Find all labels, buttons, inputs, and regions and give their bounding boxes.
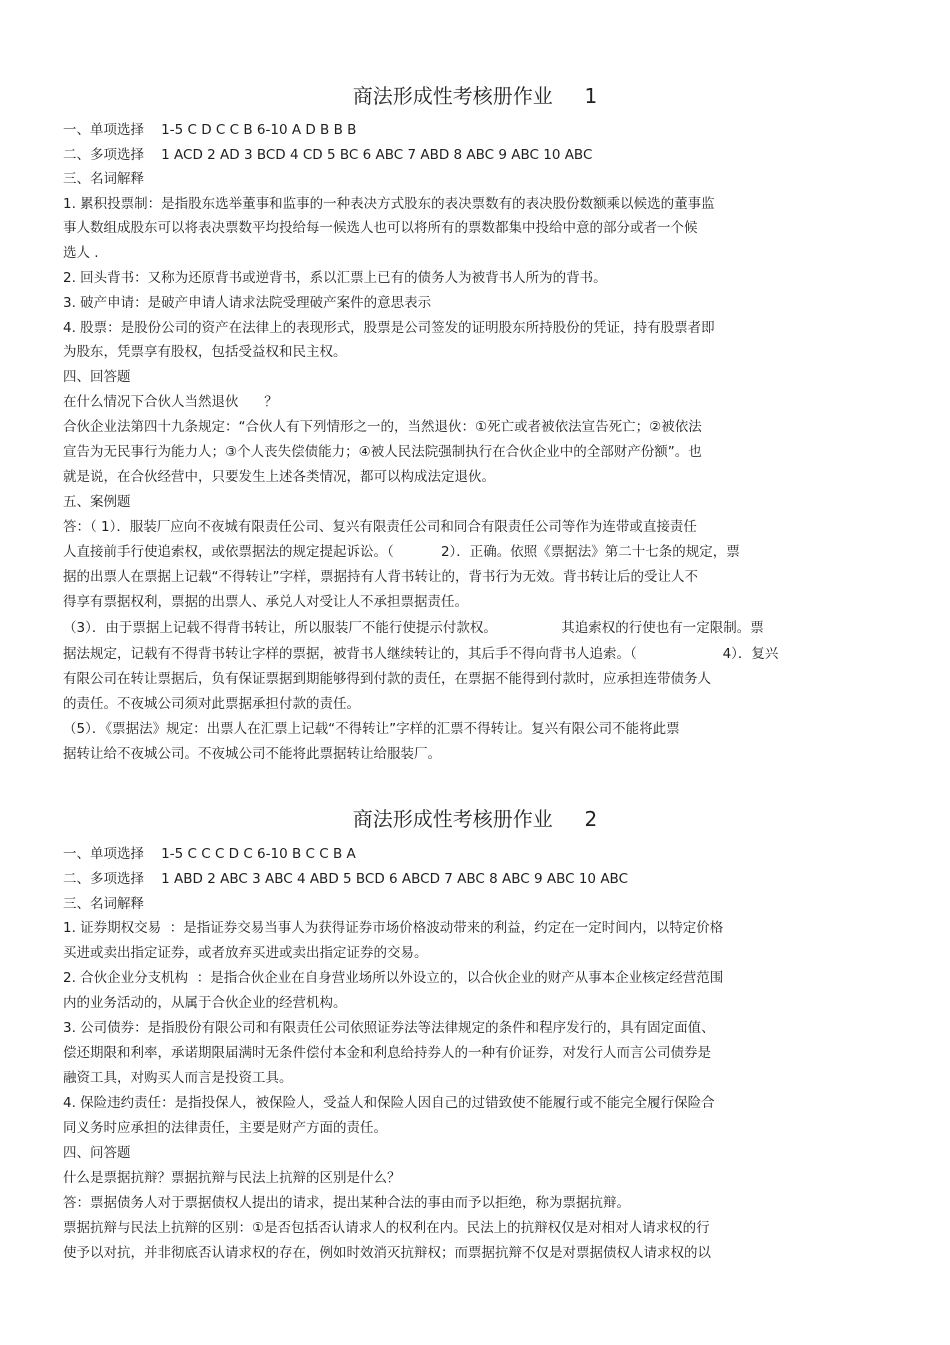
- section2-term-3-line2: 偿还期限和利率，承诺期限届满时无条件偿付本金和利息给持券人的一种有价证券，对发行人而言公司债券是: [63, 1045, 711, 1061]
- section1-term-2: 2. 回头背书：又称为还原背书或逆背书，系以汇票上已有的债务人为被背书人所为的背书。: [63, 270, 607, 286]
- section1-case-line4: 得享有票据权利，票据的出票人、承兑人对受让人不承担票据责任。: [63, 594, 468, 610]
- section2-answer-line1: 答：票据债务人对于票据债权人提出的请求，提出某种合法的事由而予以拒绝，称为票据抗辩。: [63, 1195, 630, 1211]
- section2-single-choice-answers: 一、单项选择 1-5 C C C D C 6-10 B C C B A: [63, 846, 356, 862]
- section1-case-line2: 人直接前手行使追索权，或依票据法的规定提起诉讼。（ 2）．正确。依照《票据法》第二十七条的规定，票: [63, 544, 740, 560]
- section1-multiple-choice-answers: 二、多项选择 1 ACD 2 AD 3 BCD 4 CD 5 BC 6 ABC 7 ABD 8 ABC 9 ABC 10 ABC: [63, 147, 593, 163]
- section2-terms-heading: 三、名词解释: [63, 896, 144, 912]
- section2-term-3-line1: 3. 公司债券：是指股份有限公司和有限责任公司依照证券法等法律规定的条件和程序发行的，具有固定面值、: [63, 1020, 715, 1036]
- section1-term-1-line3: 选人 .: [63, 245, 99, 261]
- section1-case-line7: 有限公司在转让票据后，负有保证票据到期能够得到付款的责任，在票据不能得到付款时，应承担连带债务人: [63, 671, 711, 687]
- section2-qa-heading: 四、问答题: [63, 1145, 131, 1161]
- section1-case-line5: （3）．由于票据上记载不得背书转让，所以服装厂不能行使提示付款权。 其追索权的行使也有一定限制。票: [63, 620, 764, 636]
- section2-question: 什么是票据抗辩？票据抗辩与民法上抗辩的区别是什么？: [63, 1170, 401, 1186]
- section2-answer-line2: 票据抗辩与民法上抗辩的区别：①是否包括否认请求人的权利在内。民法上的抗辩权仅是对相对人请求权的行: [63, 1220, 710, 1236]
- section1-terms-heading: 三、名词解释: [63, 171, 144, 187]
- section1-term-4-line1: 4. 股票：是股份公司的资产在法律上的表现形式，股票是公司签发的证明股东所持股份的凭证，持有股票者即: [63, 320, 715, 336]
- section2-term-3-line3: 融资工具，对购买人而言是投资工具。: [63, 1070, 293, 1086]
- section2-answer-line3: 使予以对抗，并非彻底否认请求权的存在，例如时效消灭抗辩权；而票据抗辩不仅是对票据债权人请求权的以: [63, 1245, 711, 1261]
- section2-term-1-line2: 买进或卖出指定证券，或者放弃买进或卖出指定证券的交易。: [63, 945, 428, 961]
- section2-multiple-choice-answers: 二、多项选择 1 ABD 2 ABC 3 ABC 4 ABD 5 BCD 6 ABCD 7 ABC 8 ABC 9 ABC 10 ABC: [63, 871, 629, 887]
- section2-term-1-line1: 1. 证券期权交易 ：是指证券交易当事人为获得证券市场价格波动带来的利益，约定在一定时间内，以特定价格: [63, 920, 724, 936]
- section1-qa-heading: 四、回答题: [63, 369, 131, 385]
- section1-case-heading: 五、案例题: [63, 494, 131, 510]
- section1-answer-line2: 宣告为无民事行为能力人；③个人丧失偿债能力；④被人民法院强制执行在合伙企业中的全部财产份额”。也: [63, 444, 702, 460]
- section1-term-3: 3. 破产申请：是破产申请人请求法院受理破产案件的意思表示: [63, 295, 432, 311]
- section1-term-4-line2: 为股东，凭票享有股权，包括受益权和民主权。: [63, 344, 347, 360]
- section1-answer-line3: 就是说，在合伙经营中，只要发生上述各类情况，都可以构成法定退伙。: [63, 469, 495, 485]
- section1-question: 在什么情况下合伙人当然退伙 ？: [63, 394, 278, 410]
- section2-term-2-line1: 2. 合伙企业分支机构 ：是指合伙企业在自身营业场所以外设立的，以合伙企业的财产从事本企业核定经营范围: [63, 970, 724, 986]
- section1-case-line9: （5）．《票据法》规定：出票人在汇票上记载“不得转让”字样的汇票不得转让。复兴有限公司不能将此票: [63, 721, 680, 737]
- section1-answer-line1: 合伙企业法第四十九条规定：“合伙人有下列情形之一的，当然退伙：①死亡或者被依法宣告死亡；②被依法: [63, 419, 702, 435]
- section1-case-line8: 的责任。不夜城公司须对此票据承担付款的责任。: [63, 696, 360, 712]
- section2-term-4-line1: 4. 保险违约责任：是指投保人，被保险人，受益人和保险人因自己的过错致使不能履行或不能完全履行保险合: [63, 1095, 715, 1111]
- section1-term-1-line1: 1. 累积投票制：是指股东选举董事和监事的一种表决方式股东的表决票数有的表决股份数额乘以候选的董事监: [63, 196, 715, 212]
- section2-term-4-line2: 同义务时应承担的法律责任，主要是财产方面的责任。: [63, 1120, 387, 1136]
- section1-case-line6: 据法规定，记载有不得背书转让字样的票据，被背书人继续转让的，其后手不得向背书人追索。（ 4）．复兴: [63, 646, 779, 662]
- section1-case-line1: 答：（ 1）．服装厂应向不夜城有限责任公司、复兴有限责任公司和同合有限责任公司等作为连带或直接责任: [63, 519, 697, 535]
- section1-term-1-line2: 事人数组成股东可以将表决票数平均投给每一候选人也可以将所有的票数都集中投给中意的部分或者一个候: [63, 220, 698, 236]
- section1-case-line10: 据转让给不夜城公司。不夜城公司不能将此票据转让给服装厂。: [63, 746, 441, 762]
- section1-single-choice-answers: 一、单项选择 1-5 C D C C B 6-10 A D B B B: [63, 122, 357, 138]
- section2-title: 商法形成性考核册作业 2: [352, 807, 598, 831]
- section2-term-2-line2: 内的业务活动的，从属于合伙企业的经营机构。: [63, 995, 347, 1011]
- section1-title: 商法形成性考核册作业 1: [352, 84, 598, 108]
- section1-case-line3: 据的出票人在票据上记载“不得转让”字样，票据持有人背书转让的，背书行为无效。背书转让后的受让人不: [63, 569, 698, 585]
